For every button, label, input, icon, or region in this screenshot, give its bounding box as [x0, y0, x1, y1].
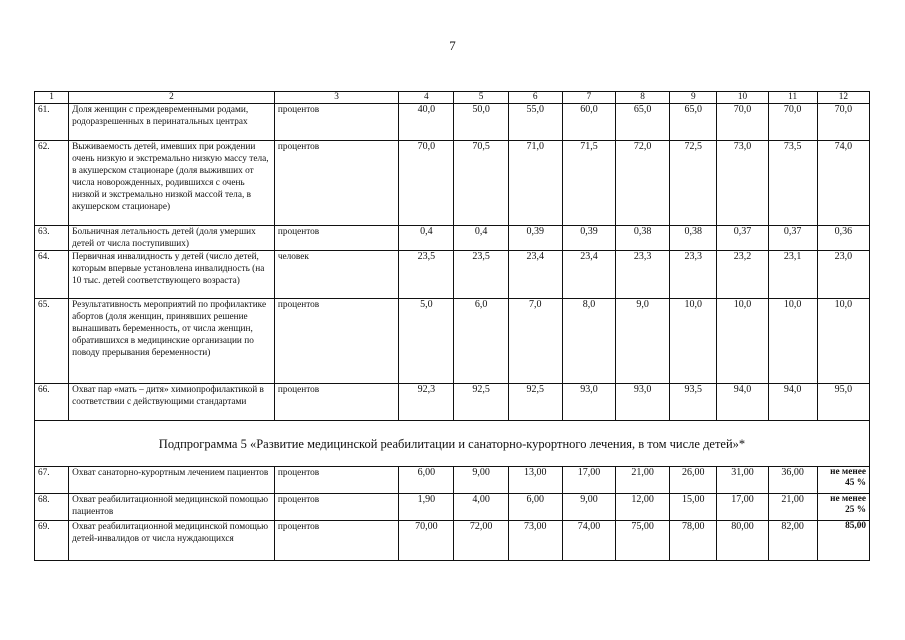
value-cell: 9,0 [616, 299, 670, 384]
col-header: 10 [717, 92, 768, 104]
page-number: 7 [449, 38, 456, 53]
value-cell: 72,00 [454, 521, 508, 561]
value-cell: 10,0 [817, 299, 869, 384]
value-cell: 7,0 [508, 299, 562, 384]
row-number: 68. [35, 494, 69, 521]
value-cell: 71,5 [562, 141, 615, 226]
unit-of-measure: процентов [274, 299, 398, 384]
unit-of-measure: процентов [274, 226, 398, 251]
value-cell: 94,0 [768, 384, 817, 421]
value-cell: 17,00 [562, 467, 615, 494]
value-cell: 17,00 [717, 494, 768, 521]
value-cell: 74,00 [562, 521, 615, 561]
value-cell: 6,00 [508, 494, 562, 521]
value-cell: 0,4 [399, 226, 454, 251]
value-cell: 23,1 [768, 251, 817, 299]
col-header: 2 [69, 92, 275, 104]
value-cell: 0,39 [562, 226, 615, 251]
table-header-row [35, 92, 870, 104]
row-number: 64. [35, 251, 69, 299]
table-row [35, 226, 870, 251]
indicator-name: Охват реабилитационной медицинской помощью детей-инвалидов от числа нуждающихся [69, 521, 275, 561]
table-row [35, 521, 870, 561]
value-cell: 6,0 [454, 299, 508, 384]
indicator-name: Охват реабилитационной медицинской помощью пациентов [69, 494, 275, 521]
value-cell: 0,37 [768, 226, 817, 251]
target-value-cell: 85,00 [817, 521, 869, 561]
row-number: 62. [35, 141, 69, 226]
value-cell: 21,00 [768, 494, 817, 521]
col-header: 1 [35, 92, 69, 104]
indicators-table [34, 91, 870, 561]
value-cell: 70,0 [768, 104, 817, 141]
value-cell: 94,0 [717, 384, 768, 421]
value-cell: 9,00 [562, 494, 615, 521]
row-number: 63. [35, 226, 69, 251]
row-number: 65. [35, 299, 69, 384]
value-cell: 23,5 [454, 251, 508, 299]
subprogram-title: Подпрограмма 5 «Развитие медицинской реабилитации и санаторно-курортного лечения, в том числе детей»* [35, 421, 870, 467]
value-cell: 93,0 [616, 384, 670, 421]
target-value-cell: не менее 45 % [817, 467, 869, 494]
indicator-name: Выживаемость детей, имевших при рождении очень низкую и экстремально низкую массу тела, в акушерском стационаре (доля выживших от числа новорожденных, родившихся с очень низкой и экстремально низкой массой тела, в акушерском стационаре) [69, 141, 275, 226]
value-cell: 31,00 [717, 467, 768, 494]
value-cell: 23,0 [817, 251, 869, 299]
value-cell: 15,00 [670, 494, 717, 521]
indicator-name: Результативность мероприятий по профилактике абортов (доля женщин, принявших решение вынашивать беременность, от числа женщин, обратившихся в медицинские организации по поводу прерывания беременности) [69, 299, 275, 384]
value-cell: 9,00 [454, 467, 508, 494]
value-cell: 4,00 [454, 494, 508, 521]
table-row [35, 104, 870, 141]
subprogram-row [35, 421, 870, 467]
value-cell: 92,5 [454, 384, 508, 421]
table-row [35, 494, 870, 521]
value-cell: 73,5 [768, 141, 817, 226]
value-cell: 82,00 [768, 521, 817, 561]
value-cell: 92,3 [399, 384, 454, 421]
value-cell: 0,4 [454, 226, 508, 251]
value-cell: 72,5 [670, 141, 717, 226]
value-cell: 26,00 [670, 467, 717, 494]
value-cell: 70,0 [717, 104, 768, 141]
value-cell: 80,00 [717, 521, 768, 561]
value-cell: 0,38 [670, 226, 717, 251]
value-cell: 65,0 [616, 104, 670, 141]
table-row [35, 251, 870, 299]
unit-of-measure: процентов [274, 141, 398, 226]
value-cell: 23,5 [399, 251, 454, 299]
table-row [35, 384, 870, 421]
col-header: 11 [768, 92, 817, 104]
indicator-name: Доля женщин с преждевременными родами, родоразрешенных в перинатальных центрах [69, 104, 275, 141]
value-cell: 23,3 [670, 251, 717, 299]
unit-of-measure: процентов [274, 104, 398, 141]
value-cell: 74,0 [817, 141, 869, 226]
value-cell: 78,00 [670, 521, 717, 561]
value-cell: 95,0 [817, 384, 869, 421]
value-cell: 36,00 [768, 467, 817, 494]
unit-of-measure: человек [274, 251, 398, 299]
unit-of-measure: процентов [274, 467, 398, 494]
indicator-name: Охват пар «мать – дитя» химиопрофилактикой в соответствии с действующими стандартами [69, 384, 275, 421]
value-cell: 8,0 [562, 299, 615, 384]
value-cell: 70,00 [399, 521, 454, 561]
value-cell: 75,00 [616, 521, 670, 561]
value-cell: 6,00 [399, 467, 454, 494]
value-cell: 50,0 [454, 104, 508, 141]
value-cell: 23,4 [508, 251, 562, 299]
value-cell: 0,38 [616, 226, 670, 251]
col-header: 6 [508, 92, 562, 104]
value-cell: 5,0 [399, 299, 454, 384]
value-cell: 13,00 [508, 467, 562, 494]
value-cell: 12,00 [616, 494, 670, 521]
value-cell: 40,0 [399, 104, 454, 141]
value-cell: 55,0 [508, 104, 562, 141]
col-header: 8 [616, 92, 670, 104]
value-cell: 70,0 [817, 104, 869, 141]
row-number: 61. [35, 104, 69, 141]
value-cell: 0,39 [508, 226, 562, 251]
table-row [35, 299, 870, 384]
value-cell: 92,5 [508, 384, 562, 421]
value-cell: 10,0 [768, 299, 817, 384]
target-value-cell: не менее 25 % [817, 494, 869, 521]
value-cell: 1,90 [399, 494, 454, 521]
value-cell: 60,0 [562, 104, 615, 141]
value-cell: 71,0 [508, 141, 562, 226]
row-number: 67. [35, 467, 69, 494]
unit-of-measure: процентов [274, 384, 398, 421]
col-header: 9 [670, 92, 717, 104]
value-cell: 73,0 [717, 141, 768, 226]
value-cell: 93,5 [670, 384, 717, 421]
col-header: 4 [399, 92, 454, 104]
col-header: 7 [562, 92, 615, 104]
col-header: 12 [817, 92, 869, 104]
unit-of-measure: процентов [274, 521, 398, 561]
value-cell: 73,00 [508, 521, 562, 561]
value-cell: 21,00 [616, 467, 670, 494]
value-cell: 10,0 [717, 299, 768, 384]
value-cell: 23,2 [717, 251, 768, 299]
value-cell: 70,5 [454, 141, 508, 226]
value-cell: 23,4 [562, 251, 615, 299]
value-cell: 0,36 [817, 226, 869, 251]
row-number: 69. [35, 521, 69, 561]
value-cell: 0,37 [717, 226, 768, 251]
value-cell: 23,3 [616, 251, 670, 299]
value-cell: 72,0 [616, 141, 670, 226]
unit-of-measure: процентов [274, 494, 398, 521]
value-cell: 70,0 [399, 141, 454, 226]
table-row [35, 141, 870, 226]
row-number: 66. [35, 384, 69, 421]
col-header: 5 [454, 92, 508, 104]
indicator-name: Больничная летальность детей (доля умерших детей от числа поступивших) [69, 226, 275, 251]
indicator-name: Первичная инвалидность у детей (число детей, которым впервые установлена инвалидность (на 10 тыс. детей соответствующего возраста) [69, 251, 275, 299]
value-cell: 93,0 [562, 384, 615, 421]
indicator-name: Охват санаторно-курортным лечением пациентов [69, 467, 275, 494]
value-cell: 10,0 [670, 299, 717, 384]
col-header: 3 [274, 92, 398, 104]
value-cell: 65,0 [670, 104, 717, 141]
table-row [35, 467, 870, 494]
